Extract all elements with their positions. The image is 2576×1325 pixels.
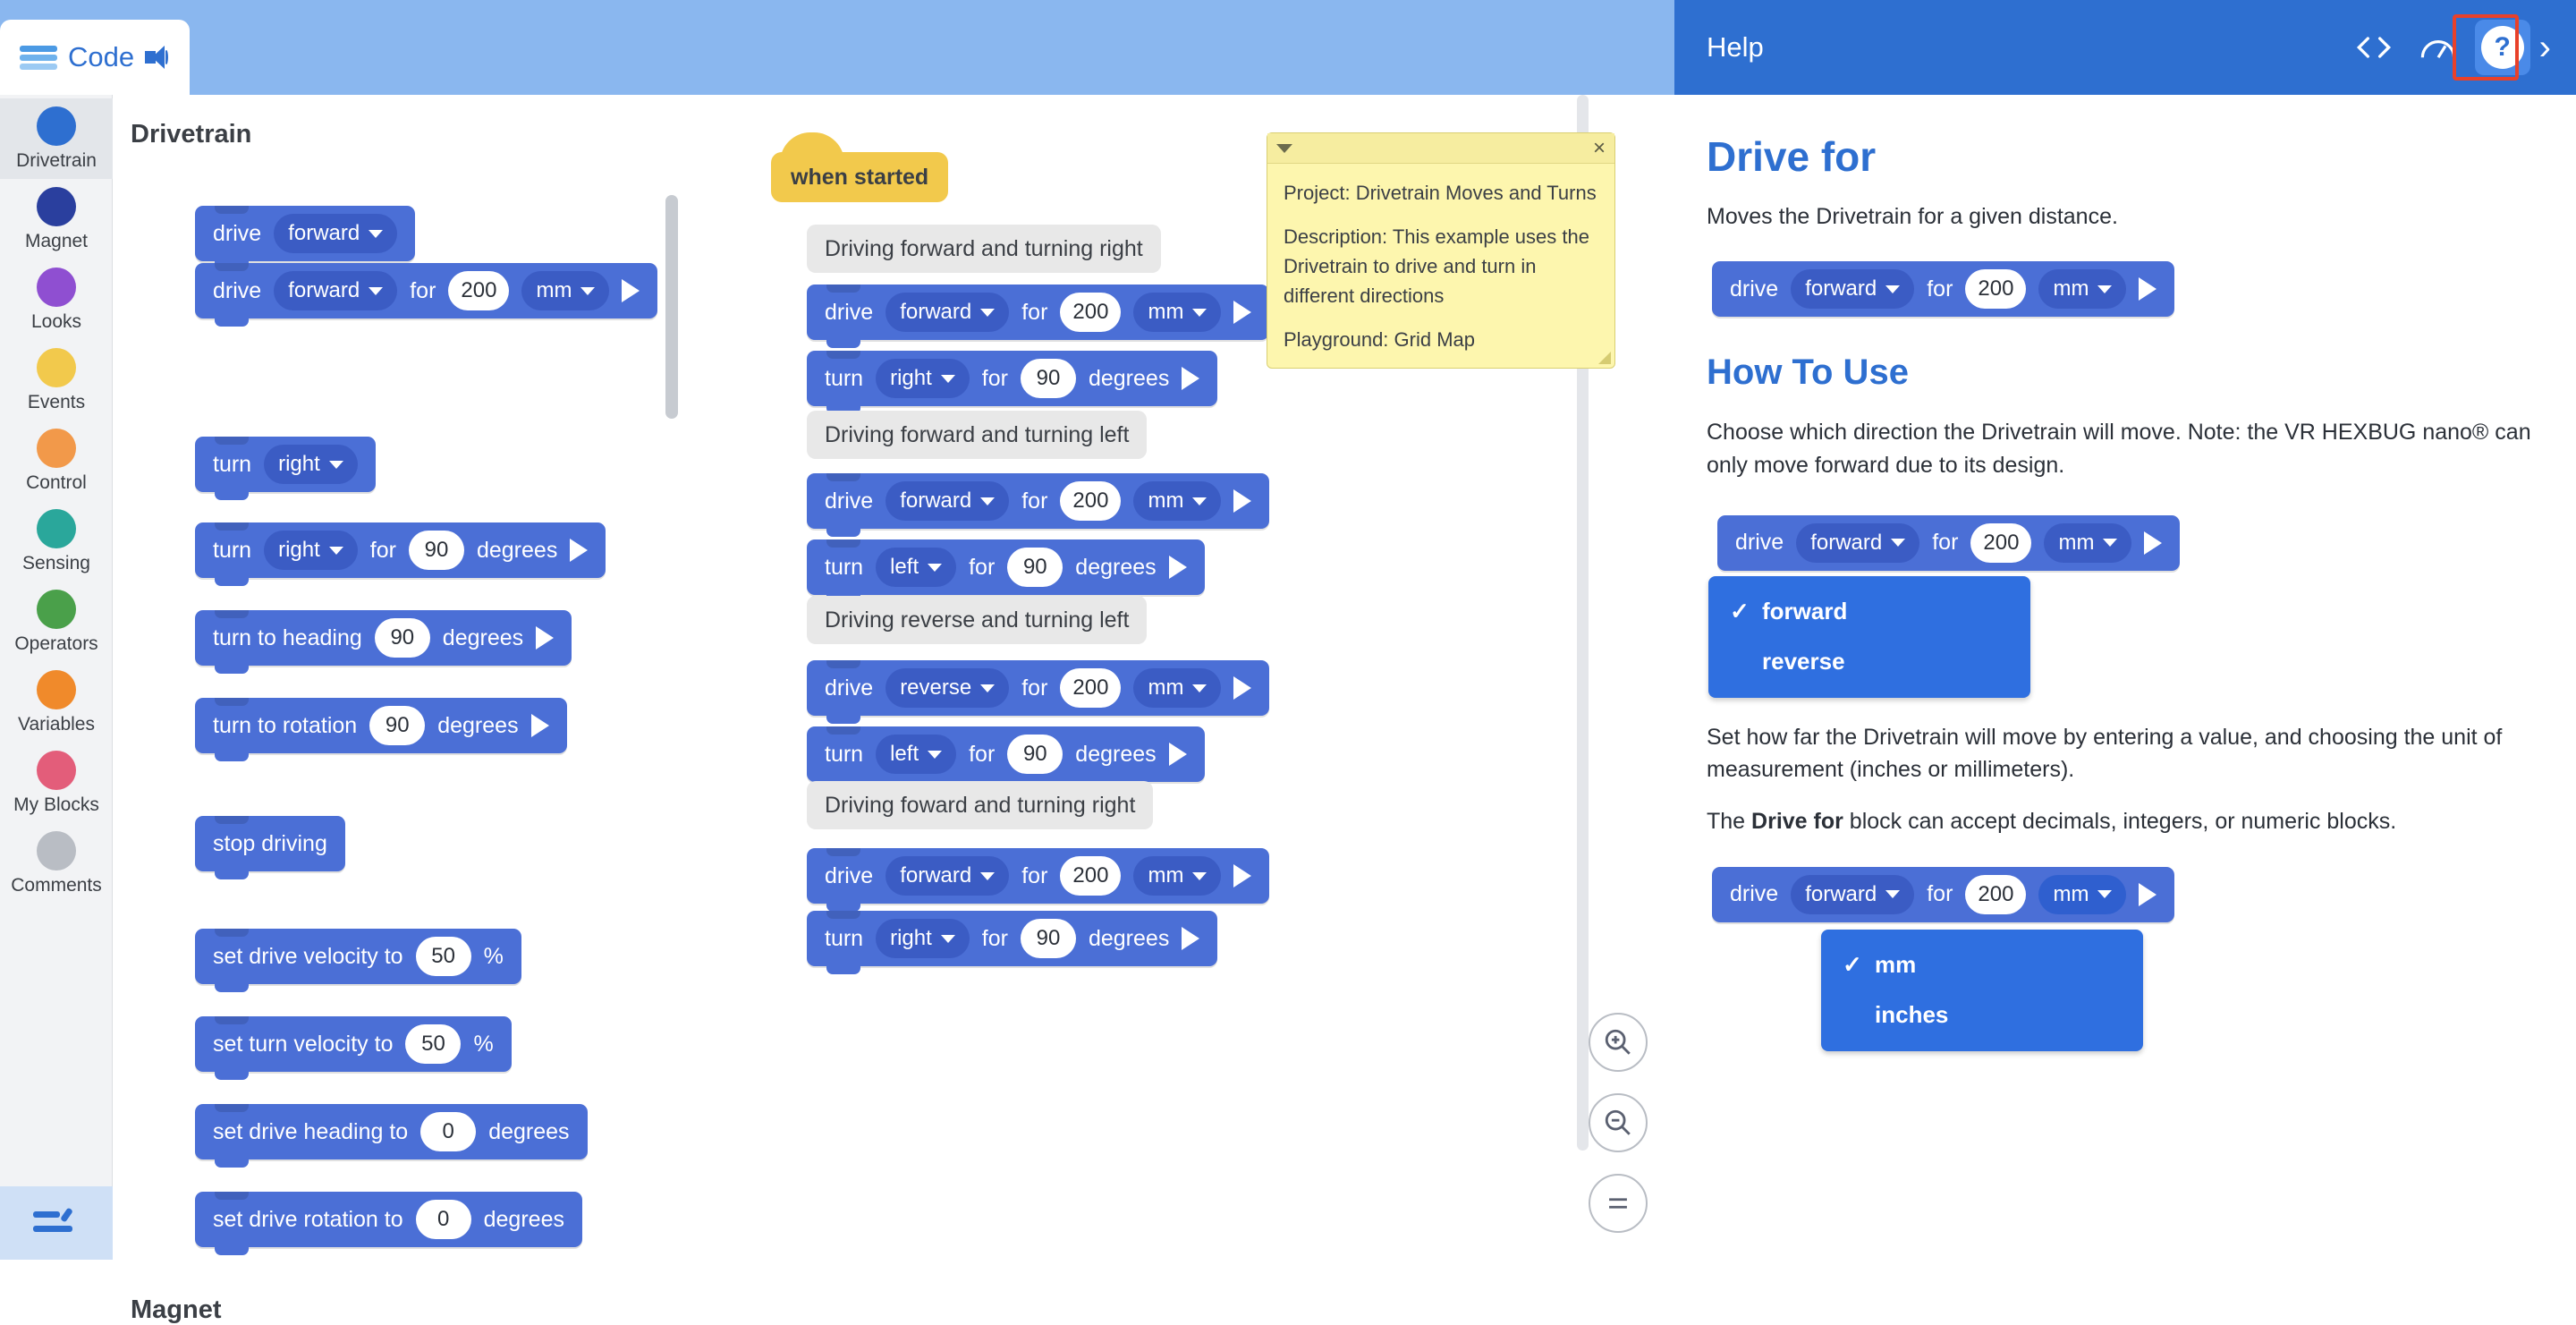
block-stop-driving[interactable] — [195, 816, 345, 871]
sidebar-item-comments[interactable] — [0, 823, 113, 904]
comments-color-dot — [37, 831, 76, 871]
block-label-for: for — [969, 554, 996, 580]
turn-direction-dropdown[interactable]: right — [264, 445, 358, 484]
block-label: drive — [825, 675, 874, 701]
block-label: drive — [825, 299, 874, 325]
block-label: set drive velocity to — [213, 943, 403, 969]
direction-dropdown[interactable]: forward — [886, 293, 1009, 332]
play-icon[interactable] — [1233, 301, 1251, 324]
events-color-dot — [37, 348, 76, 387]
sidebar-item-label: My Blocks — [13, 794, 99, 815]
block-label-for: for — [1927, 881, 1953, 906]
help-how-to-use-heading: How To Use — [1707, 352, 1909, 393]
block-label-for: for — [981, 365, 1008, 391]
direction-dropdown[interactable]: forward — [886, 856, 1009, 896]
distance-input[interactable]: 200 — [448, 271, 509, 310]
sidebar-item-drivetrain[interactable] — [0, 98, 113, 179]
block-drive[interactable] — [195, 206, 415, 261]
direction-dropdown: forward — [1796, 523, 1919, 563]
zoom-out-button[interactable] — [1589, 1093, 1648, 1152]
chevron-down-icon — [1192, 309, 1207, 317]
block-label-for: for — [969, 741, 996, 767]
zoom-controls — [1589, 1013, 1648, 1233]
drivetrain-color-dot — [37, 106, 76, 146]
chevron-down-icon — [2103, 539, 2117, 547]
sidebar-item-sensing[interactable] — [0, 501, 113, 582]
direction-dropdown[interactable]: forward — [274, 214, 397, 253]
play-icon[interactable] — [1182, 367, 1199, 390]
direction-dropdown[interactable]: reverse — [886, 668, 1009, 708]
block-turn-to-heading[interactable] — [195, 610, 572, 666]
play-icon[interactable] — [1169, 556, 1187, 579]
block-label-for: for — [1927, 276, 1953, 302]
chevron-down-icon — [928, 751, 942, 759]
unit-dropdown[interactable]: mm — [1133, 293, 1221, 332]
turn-direction-dropdown[interactable]: right — [264, 531, 358, 570]
direction-dropdown-menu — [1708, 576, 2030, 698]
check-icon: ✓ — [1843, 951, 1862, 978]
degrees-input[interactable]: 90 — [409, 531, 464, 570]
help-paragraph-1: Choose which direction the Drivetrain will move. Note: the VR HEXBUG nano® can only move forward due to its design. — [1707, 420, 2531, 478]
block-label-for: for — [410, 277, 436, 303]
comment-block[interactable] — [807, 411, 1147, 459]
help-paragraph-3-bold: Drive for — [1751, 809, 1843, 835]
chevron-down-icon — [329, 547, 343, 555]
chevron-down-icon — [329, 461, 343, 469]
direction-dropdown[interactable]: forward — [274, 271, 397, 310]
block-label-for: for — [1021, 488, 1048, 514]
block-label: drive — [1730, 881, 1779, 906]
degrees-input[interactable]: 90 — [1021, 919, 1076, 958]
turn-direction-dropdown[interactable]: left — [876, 735, 956, 774]
block-label: stop driving — [213, 830, 327, 856]
zoom-in-button[interactable] — [1589, 1013, 1648, 1072]
sidebar-item-label: Comments — [11, 874, 102, 896]
chevron-down-icon — [2097, 890, 2112, 898]
help-panel — [1674, 0, 2576, 1260]
help-paragraph-3-post: block can accept decimals, integers, or numeric blocks. — [1843, 809, 2397, 835]
block-label: drive — [213, 220, 262, 246]
block-label: drive — [825, 862, 874, 888]
menu-item-label: reverse — [1762, 648, 1845, 675]
play-icon[interactable] — [622, 279, 640, 302]
sidebar-item-label: Looks — [30, 310, 82, 332]
category-rail — [0, 95, 113, 1260]
help-title: Help — [1707, 31, 1764, 63]
play-icon[interactable] — [1233, 489, 1251, 513]
turn-velocity-input[interactable]: 50 — [405, 1024, 461, 1064]
block-label: set turn velocity to — [213, 1031, 394, 1057]
play-icon[interactable] — [536, 626, 554, 650]
block-set-drive-heading[interactable] — [195, 1104, 588, 1159]
block-label: turn — [213, 451, 252, 477]
unit-dropdown[interactable]: mm — [1133, 856, 1221, 896]
sidebar-item-label: Events — [27, 391, 86, 412]
sidebar-item-label: Drivetrain — [16, 149, 97, 171]
drive-heading-input[interactable]: 0 — [420, 1112, 476, 1151]
block-set-drive-velocity[interactable] — [195, 929, 521, 984]
robot-config-button[interactable] — [0, 1186, 113, 1260]
unit-dropdown-menu — [1821, 930, 2143, 1051]
play-icon[interactable] — [570, 539, 588, 562]
distance-input: 200 — [1965, 269, 2026, 309]
block-drive-for[interactable] — [195, 263, 657, 319]
my-blocks-color-dot — [37, 751, 76, 790]
sidebar-item-label: Sensing — [22, 552, 90, 573]
help-question-mark: ? — [2481, 26, 2524, 69]
comment-text: Driving reverse and turning left — [825, 607, 1130, 633]
distance-input[interactable]: 200 — [1060, 481, 1121, 521]
distance-input[interactable]: 200 — [1060, 293, 1121, 332]
looks-color-dot — [37, 268, 76, 307]
note-line: Description: This example uses the Drivetrain to drive and turn in different directions — [1284, 225, 1589, 307]
collapse-panel-icon[interactable]: › — [2538, 27, 2551, 67]
sidebar-item-magnet[interactable] — [0, 179, 113, 259]
degrees-input[interactable]: 90 — [1021, 359, 1076, 398]
sidebar-item-operators[interactable] — [0, 582, 113, 662]
help-content — [1674, 95, 2576, 1260]
comment-block[interactable] — [807, 596, 1147, 644]
sidebar-item-looks[interactable] — [0, 259, 113, 340]
block-label-degrees: degrees — [442, 624, 524, 650]
chevron-down-icon — [2097, 285, 2112, 293]
block-label-degrees: degrees — [1075, 741, 1157, 767]
block-label: drive — [1730, 276, 1779, 302]
direction-dropdown: forward — [1791, 875, 1914, 914]
play-icon[interactable] — [1233, 676, 1251, 700]
velocity-input[interactable]: 50 — [416, 937, 471, 976]
chevron-down-icon — [980, 497, 995, 505]
block-label: set drive heading to — [213, 1118, 409, 1144]
block-label-for: for — [1021, 675, 1048, 701]
chevron-down-icon — [941, 375, 955, 383]
menu-item-label: forward — [1762, 598, 1848, 625]
block-label: turn — [825, 741, 864, 767]
chevron-down-icon — [580, 287, 595, 295]
code-view-icon[interactable] — [2346, 20, 2402, 75]
help-article-title: Drive for — [1707, 133, 1877, 180]
help-paragraph-2: Set how far the Drivetrain will move by entering a value, and choosing the unit of measurement (inches or millimeters). — [1707, 724, 2503, 782]
distance-input[interactable]: 200 — [1060, 856, 1121, 896]
play-icon[interactable] — [1182, 927, 1199, 950]
chevron-down-icon — [980, 309, 995, 317]
comment-text: Driving forward and turning right — [825, 235, 1143, 261]
block-label: turn — [825, 554, 864, 580]
chevron-down-icon — [1192, 872, 1207, 880]
block-label: turn — [825, 365, 864, 391]
unit-dropdown: mm — [2044, 523, 2131, 563]
sidebar-item-events[interactable] — [0, 340, 113, 420]
block-label-degrees: degrees — [437, 712, 519, 738]
block-label: set drive rotation to — [213, 1206, 403, 1232]
block-label-for: for — [369, 537, 396, 563]
block-label: drive — [213, 277, 262, 303]
unit-dropdown: mm — [2038, 875, 2126, 914]
check-icon: ✓ — [1730, 598, 1750, 625]
block-label: drive — [1735, 530, 1784, 556]
heading-input[interactable]: 90 — [375, 618, 430, 658]
stacked-lines-icon — [20, 44, 57, 71]
tab-code-label: Code — [68, 41, 135, 72]
distance-input: 200 — [1970, 523, 2031, 563]
chevron-down-icon — [1885, 890, 1900, 898]
block-palette[interactable] — [113, 95, 694, 1324]
unit-dropdown[interactable]: mm — [1133, 668, 1221, 708]
chevron-down-icon — [1192, 497, 1207, 505]
menu-item-reverse — [1708, 637, 2030, 687]
direction-dropdown: forward — [1791, 269, 1914, 309]
note-titlebar[interactable] — [1267, 133, 1614, 164]
block-label-for: for — [981, 925, 1008, 951]
unit-dropdown[interactable]: mm — [1133, 481, 1221, 521]
block-turn-to-rotation[interactable] — [195, 698, 567, 753]
comment-block[interactable] — [807, 225, 1161, 273]
help-example-drive-for-block — [1712, 261, 2174, 317]
block-label-for: for — [1021, 862, 1048, 888]
direction-dropdown[interactable]: forward — [886, 481, 1009, 521]
chevron-down-icon — [980, 872, 995, 880]
zoom-reset-button[interactable] — [1589, 1174, 1648, 1233]
block-drive-for[interactable] — [807, 848, 1269, 904]
note-line: Project: Drivetrain Moves and Turns — [1284, 182, 1597, 204]
block-label-for: for — [1932, 530, 1959, 556]
tab-code[interactable] — [0, 20, 190, 95]
sensing-color-dot — [37, 509, 76, 548]
sidebar-item-variables[interactable] — [0, 662, 113, 743]
sidebar-item-label: Magnet — [24, 230, 89, 251]
menu-item-inches — [1821, 990, 2143, 1040]
play-icon — [2144, 531, 2162, 555]
play-icon[interactable] — [1233, 864, 1251, 888]
chevron-down-icon — [928, 564, 942, 572]
project-note[interactable] — [1267, 132, 1615, 369]
block-label-percent: % — [473, 1031, 494, 1057]
variables-color-dot — [37, 670, 76, 709]
block-label: drive — [825, 488, 874, 514]
menu-item-forward — [1708, 587, 2030, 637]
block-label: when started — [791, 164, 929, 190]
block-label-percent: % — [483, 943, 504, 969]
palette-scrollbar[interactable] — [665, 195, 678, 419]
close-icon[interactable]: × — [1592, 135, 1606, 160]
block-set-drive-rotation[interactable] — [195, 1192, 582, 1247]
play-icon — [2139, 277, 2157, 301]
menu-item-mm — [1821, 940, 2143, 990]
unit-dropdown: mm — [2038, 269, 2126, 309]
help-button-highlight — [2453, 14, 2519, 81]
block-label-degrees: degrees — [1075, 554, 1157, 580]
chevron-down-icon — [980, 684, 995, 692]
magnet-color-dot — [37, 187, 76, 226]
comment-text: Driving forward and turning left — [825, 421, 1130, 447]
palette-section-title-magnet: Magnet — [131, 1295, 222, 1324]
sidebar-item-label: Variables — [18, 713, 95, 735]
robot-config-icon — [33, 1208, 80, 1238]
block-label: turn — [825, 925, 864, 951]
chevron-down-icon — [1891, 539, 1905, 547]
rotation-input[interactable]: 90 — [369, 706, 425, 745]
distance-input[interactable]: 200 — [1060, 668, 1121, 708]
note-body — [1267, 164, 1614, 369]
speaker-icon[interactable] — [145, 44, 172, 71]
menu-item-label: inches — [1875, 1001, 1949, 1028]
block-drive-for[interactable] — [807, 660, 1269, 716]
degrees-input[interactable]: 90 — [1007, 548, 1063, 587]
note-line: Playground: Grid Map — [1284, 328, 1475, 351]
block-turn-for[interactable] — [807, 726, 1205, 782]
operators-color-dot — [37, 590, 76, 629]
block-drive-for[interactable] — [807, 285, 1269, 340]
drive-rotation-input[interactable]: 0 — [416, 1200, 471, 1239]
sidebar-item-label: Control — [26, 471, 87, 493]
help-unit-block — [1712, 867, 2174, 922]
palette-section-title: Drivetrain — [131, 120, 252, 149]
block-label-degrees: degrees — [1088, 925, 1170, 951]
block-turn[interactable] — [195, 437, 376, 492]
play-icon[interactable] — [531, 714, 549, 737]
block-label-degrees: degrees — [483, 1206, 564, 1232]
block-label-for: for — [1021, 299, 1048, 325]
play-icon[interactable] — [1169, 743, 1187, 766]
block-label: turn to rotation — [213, 712, 358, 738]
block-label-degrees: degrees — [476, 537, 558, 563]
help-summary: Moves the Drivetrain for a given distance. — [1707, 204, 2118, 229]
sidebar-item-my-blocks[interactable] — [0, 743, 113, 823]
editor-topbar — [0, 0, 1674, 95]
turn-direction-dropdown[interactable]: left — [876, 548, 956, 587]
block-turn-for[interactable] — [807, 351, 1217, 406]
comment-block[interactable] — [807, 781, 1153, 829]
help-header — [1674, 0, 2576, 95]
block-label-degrees: degrees — [488, 1118, 570, 1144]
play-icon — [2139, 883, 2157, 906]
chevron-down-icon — [369, 287, 383, 295]
block-label: turn to heading — [213, 624, 362, 650]
turn-direction-dropdown[interactable]: right — [876, 359, 970, 398]
help-paragraph-3-pre: The — [1707, 809, 1752, 835]
chevron-down-icon — [369, 230, 383, 238]
block-label: turn — [213, 537, 252, 563]
code-workspace[interactable] — [694, 95, 1674, 1260]
degrees-input[interactable]: 90 — [1007, 735, 1063, 774]
turn-direction-dropdown[interactable]: right — [876, 919, 970, 958]
block-set-turn-velocity[interactable] — [195, 1016, 512, 1072]
collapse-triangle-icon[interactable] — [1276, 144, 1292, 153]
unit-dropdown[interactable]: mm — [521, 271, 609, 310]
block-turn-for[interactable] — [807, 539, 1205, 595]
block-when-started[interactable] — [771, 152, 948, 202]
block-turn-for[interactable] — [195, 522, 606, 578]
control-color-dot — [37, 429, 76, 468]
help-paragraph-3 — [1707, 805, 2544, 837]
resize-handle[interactable] — [1598, 352, 1611, 364]
menu-item-label: mm — [1875, 951, 1917, 978]
block-drive-for[interactable] — [807, 473, 1269, 529]
sidebar-item-label: Operators — [14, 633, 98, 654]
block-label-degrees: degrees — [1088, 365, 1170, 391]
distance-input: 200 — [1965, 875, 2026, 914]
help-direction-block — [1717, 515, 2180, 571]
block-turn-for[interactable] — [807, 911, 1217, 966]
chevron-down-icon — [1885, 285, 1900, 293]
comment-text: Driving foward and turning right — [825, 792, 1136, 818]
sidebar-item-control[interactable] — [0, 420, 113, 501]
chevron-down-icon — [1192, 684, 1207, 692]
chevron-down-icon — [941, 935, 955, 943]
